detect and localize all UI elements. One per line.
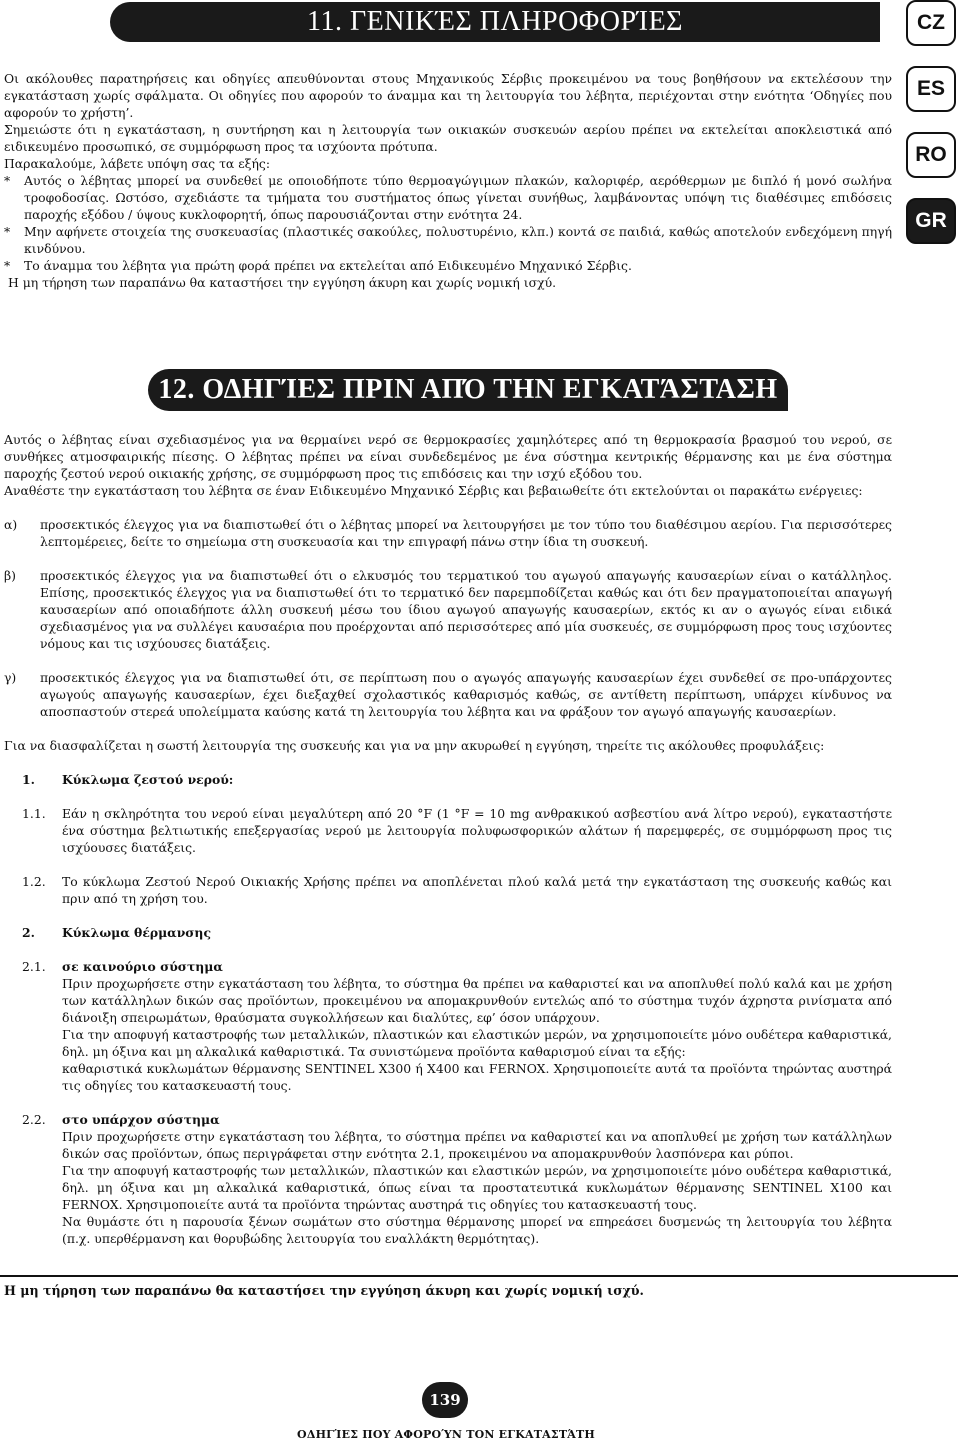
section-11-title: 11. ΓΕΝΙΚΈΣ ΠΛΗΡΟΦΟΡΊΕΣ (307, 6, 683, 37)
item-text: Εάν η σκληρότητα του νερού είναι μεγαλύτερη από 20 °F (1 °F = 10 mg ανθρακικού ασβεστίου ανά λίτρο νερού), εγκαταστήστε ένα σύστημα βελτιωτικής επεξεργασίας νερού με λειτουργία πολυφωσφορικών αλάτων ή παρεμφερές, σε συμμόρφωση προς τις ισχύουσες διατάξεις. (62, 806, 892, 855)
list-item (4, 223, 892, 257)
paragraph: Για να διασφαλίζεται η σωστή λειτουργία της συσκευής και για να μην ακυρωθεί η εγγύηση, τηρείτε τις ακόλουθες προφυλάξεις: (4, 738, 825, 753)
item-number: 2.2. (22, 1112, 46, 1127)
section-12-banner (148, 369, 788, 411)
language-badge-ro[interactable] (906, 132, 956, 178)
item-text: Πριν προχωρήσετε στην εγκατάσταση του λέβητα, το σύστημα πρέπει να καθαριστεί και να αποπλυθεί με χρήση των κατάλληλων δικών σας προϊόντων, όπως περιγράφεται στην ενότητα 2.1, προκειμένου να απομακρυνθούν λασπόνερα και ρύποι. (62, 1129, 892, 1161)
heading-text: Κύκλωμα θέρμανσης (62, 925, 211, 940)
item-body (62, 958, 892, 1094)
item-number: 1.2. (22, 874, 46, 889)
section-11-body (4, 70, 892, 291)
bullet-mark: * (4, 224, 11, 239)
item-2-2 (4, 1111, 892, 1247)
section-11-banner (110, 2, 880, 42)
list-item (4, 257, 892, 274)
language-badge-label: GR (915, 209, 947, 232)
item-text: Πριν προχωρήσετε στην εγκατάσταση του λέβητα, το σύστημα θα πρέπει να καθαριστεί και να αποπλυθεί πολύ καλά και με χρήση των κατάλληλων δικών σας προϊόντων, προκειμένου να απομακρυνθούν εντελώς από το σύστημα τυχόν άχρηστα ρινίσματα από διάνοιξη σπειρωμάτων, θραύσματα συγκολλήσεων και διαλύτες, εφ’ όσον υπάρχουν. (62, 976, 892, 1025)
warranty-warning: Η μη τήρηση των παραπάνω θα καταστήσει την εγγύηση άκυρη και χωρίς νομική ισχύ. (4, 1283, 644, 1298)
heading-text: Κύκλωμα ζεστού νερού: (62, 772, 234, 787)
item-text: Για την αποφυγή καταστροφής των μεταλλικών, πλαστικών και ελαστικών μερών, να χρησιμοποιείτε μόνο ουδέτερα καθαριστικά, δηλ. μη όξινα και μη αλκαλικά καθαριστικά. Τα συνιστώμενα προϊόντα καθαρισμού είναι τα εξής: (62, 1027, 892, 1059)
language-badge-es[interactable] (906, 66, 956, 112)
check-item-b (4, 567, 892, 652)
language-badge-label: CZ (917, 11, 945, 34)
section-12-body (4, 431, 892, 1247)
bullet-text: Μην αφήνετε στοιχεία της συσκευασίας (πλαστικές σακούλες, πολυστυρένιο, κλπ.) κοντά σε παιδιά, καθώς αποτελούν ενδεχόμενη πηγή κινδύνου. (24, 224, 892, 256)
subsection-1-heading (4, 771, 892, 788)
paragraph: Σημειώστε ότι η εγκατάσταση, η συντήρηση και η λειτουργία των οικιακών συσκευών αερίου πρέπει να εκτελείται αποκλειστικά από ειδικευμένο προσωπικό, σε συμμόρφωση προς τα ισχύοντα πρότυπα. (4, 122, 892, 154)
item-1-2 (4, 873, 892, 907)
item-title: σε καινούριο σύστημα (62, 959, 223, 974)
paragraph: Οι ακόλουθες παρατηρήσεις και οδηγίες απευθύνονται στους Μηχανικούς Σέρβις προκειμένου να τους βοηθήσουν να εκτελέσουν την εγκατάσταση χωρίς σφάλματα. Οι οδηγίες που αφορούν το άναμμα και τη λειτουργία του λέβητα, περιέχονται στην ενότητα ‘Οδηγίες που αφορούν το χρήστη’. (4, 71, 892, 120)
item-text: Να θυμάστε ότι η παρουσία ξένων σωμάτων στο σύστημα θέρμανσης μπορεί να επηρεάσει δυσμενώς τη λειτουργία του λέβητα (π.χ. υπερθέρμανση και θορυβώδης λειτουργία του εναλλάκτη θερμότητας). (62, 1214, 892, 1246)
divider (0, 1275, 958, 1277)
list-item (4, 172, 892, 223)
page-number (422, 1382, 468, 1418)
item-text: προσεκτικός έλεγχος για να διαπιστωθεί ότι ο λέβητας μπορεί να λειτουργήσει με τον τύπο του διαθέσιμου αερίου. Για περισσότερες λεπτομέρειες, δείτε το σημείωμα στη συσκευασία και την επιγραφή πάνω στην ίδια τη συσκευή. (40, 517, 892, 549)
bullet-mark: * (4, 173, 11, 188)
paragraph: Αυτός ο λέβητας είναι σχεδιασμένος για να θερμαίνει νερό σε θερμοκρασίες χαμηλότερες από τη θερμοκρασία βρασμού του νερού, σε συνθήκες ατμοσφαιρικής πίεσης. Ο λέβητας πρέπει να είναι συνδεδεμένος με ένα σύστημα κεντρικής θέρμανσης και με ένα σύστημα παροχής ζεστού νερού οικιακής χρήσης, σε συμμόρφωση προς τις επιδόσεις και την ισχύ εξόδου του. (4, 432, 892, 481)
heading-number: 2. (22, 925, 35, 940)
item-label: γ) (4, 670, 17, 685)
footer-title: ΟΔΗΓΊΕΣ ΠΟΥ ΑΦΟΡΟΎΝ ΤΟΝ ΕΓΚΑΤΑΣΤΆΤΗ (297, 1428, 595, 1441)
item-text: προσεκτικός έλεγχος για να διαπιστωθεί ότι ο ελκυσμός του τερματικού του αγωγού απαγωγής καυσαερίων είναι ο κατάλληλος. Επίσης, προσεκτικός έλεγχος για να διαπιστωθεί ότι το τερματικό δεν παρεμποδίζεται καθώς και ότι δεν πραγματοποιείται απαγωγή καυσαερίων από οποιαδήποτε άλλη συσκευή μέσω του ίδιου αγωγού απαγωγής καυσαερίων, εκτός κι αν ο αγωγός είναι ειδικά σχεδιασμένος για να συλλέγει καυσαέρια που προέρχονται από περισσότερες από μία συσκευές, σε συμμόρφωση προς τους ισχύοντες νόμους και τις ισχύουσες διατάξεις. (40, 568, 892, 651)
item-text: Το κύκλωμα Ζεστού Νερού Οικιακής Χρήσης πρέπει να αποπλένεται πλού καλά μετά την εγκατάσταση της συσκευής καθώς και πριν από τη χρήση του. (62, 874, 892, 906)
item-title: στο υπάρχον σύστημα (62, 1112, 220, 1127)
language-badge-label: RO (915, 143, 947, 166)
paragraph: Αναθέστε την εγκατάσταση του λέβητα σε έναν Ειδικευμένο Μηχανικό Σέρβις και βεβαιωθείτε ότι εκτελούνται οι παρακάτω ενέργειες: (4, 483, 863, 498)
check-item-c (4, 669, 892, 720)
check-item-a (4, 516, 892, 550)
item-text: καθαριστικά κυκλωμάτων θέρμανσης SENTINEL X300 ή X400 και FERNOX. Χρησιμοποιείτε αυτά τα προϊόντα τηρώντας αυστηρά τις οδηγίες του κατασκευαστή τους. (62, 1061, 892, 1093)
item-2-1 (4, 958, 892, 1094)
item-label: β) (4, 568, 16, 583)
item-body (62, 1111, 892, 1247)
item-1-1 (4, 805, 892, 856)
item-number: 2.1. (22, 959, 46, 974)
bullet-mark: * (4, 258, 11, 273)
closing-statement: Η μη τήρηση των παραπάνω θα καταστήσει την εγγύηση άκυρη και χωρίς νομική ισχύ. (8, 275, 557, 290)
language-badge-gr-active[interactable] (906, 198, 956, 244)
paragraph: Παρακαλούμε, λάβετε υπόψη σας τα εξής: (4, 156, 271, 171)
bullet-text: Το άναμμα του λέβητα για πρώτη φορά πρέπει να εκτελείται από Ειδικευμένο Μηχανικό Σέρβις. (24, 258, 632, 273)
item-number: 1.1. (22, 806, 46, 821)
language-badge-cz[interactable] (906, 0, 956, 46)
section-12-title: 12. ΟΔΗΓΊΕΣ ΠΡΙΝ ΑΠΌ ΤΗΝ ΕΓΚΑΤΆΣΤΑΣΗ (158, 374, 778, 405)
item-text: Για την αποφυγή καταστροφής των μεταλλικών, πλαστικών και ελαστικών μερών, να χρησιμοποιείτε μόνο ουδέτερα καθαριστικά, δηλ. μη όξινα και μη αλκαλικά καθαριστικά, όπως είναι τα προστατευτικά κυκλωμάτων θέρμανσης SENTINEL X100 και FERNOX. Χρησιμοποιείτε αυτά τα προϊόντα τηρώντας αυστηρά τις οδηγίες του κατασκευαστή τους. (62, 1163, 892, 1212)
subsection-2-heading (4, 924, 892, 941)
item-label: α) (4, 517, 18, 532)
heading-number: 1. (22, 772, 35, 787)
page-number-label: 139 (429, 1391, 461, 1409)
bullet-text: Αυτός ο λέβητας μπορεί να συνδεθεί με οποιοδήποτε τύπο θερμοαγώγιμων πλακών, καλοριφέρ, αερόθερμων με διπλό ή μονό σωλήνα τροφοδοσίας. Ωστόσο, σχεδιάστε τα τμήματα του συστήματος όπως γίνεται συνήθως, λαμβάνοντας υπόψη τις διαθέσιμες επιδόσεις παροχής εξόδου / ύψους κυκλοφορητή, όπως παρουσιάζονται στην ενότητα 24. (24, 173, 892, 222)
language-badge-label: ES (916, 77, 945, 100)
item-text: προσεκτικός έλεγχος για να διαπιστωθεί ότι, σε περίπτωση που ο αγωγός απαγωγής καυσαερίων έχει συνδεθεί σε προ-υπάρχοντες αγωγούς απαγωγής καυσαερίων, έχει διεξαχθεί σχολαστικός καθαρισμός καθώς, σε αντίθετη περίπτωση, υπάρχει κίνδυνος να αποσπαστούν στερεά υπολείμματα καύσης κατά τη λειτουργία του λέβητα και να φράξουν τον αγωγό απαγωγής καυσαερίων. (40, 670, 892, 719)
